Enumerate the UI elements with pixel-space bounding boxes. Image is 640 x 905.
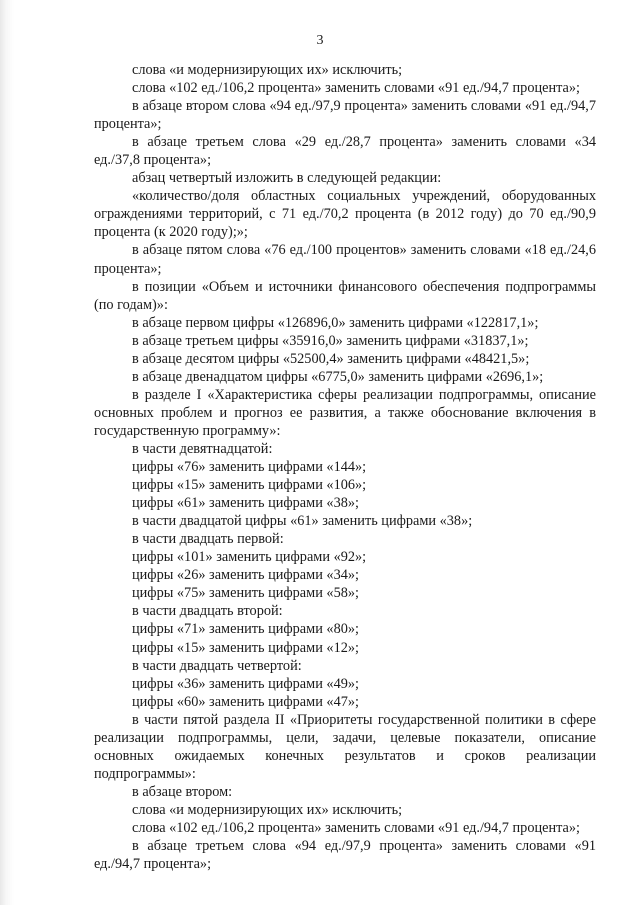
- paragraph: слова «102 ед./106,2 процента» заменить словами «91 ед./94,7 процента»;: [132, 80, 580, 97]
- page-number: 3: [316, 33, 324, 48]
- paragraph: слова «102 ед./106,2 процента» заменить словами «91 ед./94,7 процента»;: [132, 819, 580, 836]
- paragraph: цифры «36» заменить цифрами «49»;: [132, 675, 359, 692]
- paragraph: цифры «15» заменить цифрами «12»;: [132, 639, 359, 656]
- paragraph: в разделе I «Характеристика сферы реализации подпрограммы, описание основных проблем и прогноз ее развития, а также обоснование включения в государственную программу»:: [94, 386, 596, 439]
- paragraph: в абзаце втором слова «94 ед./97,9 процента» заменить словами «91 ед./94,7 процента»;: [94, 98, 596, 133]
- paragraph: цифры «26» заменить цифрами «34»;: [132, 567, 359, 584]
- paragraph: в части двадцать второй:: [132, 603, 283, 620]
- paragraph: абзац четвертый изложить в следующей редакции:: [132, 170, 442, 187]
- paragraph: в абзаце двенадцатом цифры «6775,0» заменить цифрами «2696,1»;: [132, 368, 544, 385]
- paragraph: в абзаце третьем цифры «35916,0» заменить цифрами «31837,1»;: [132, 332, 529, 349]
- paragraph: в части девятнадцатой:: [132, 440, 273, 457]
- paragraph: цифры «71» заменить цифрами «80»;: [132, 621, 359, 638]
- paragraph: слова «и модернизирующих их» исключить;: [132, 801, 403, 818]
- paragraph: цифры «61» заменить цифрами «38»;: [132, 495, 359, 512]
- paragraph: в абзаце втором:: [132, 783, 233, 800]
- paragraph: в части пятой раздела II «Приоритеты государственной политики в сфере реализации подпрограммы, цели, задачи, целевые показатели, описание основных ожидаемых конечных результатов и сроков реализации подпрограммы»:: [94, 711, 596, 782]
- paragraph: цифры «75» заменить цифрами «58»;: [132, 585, 359, 602]
- paragraph: в части двадцатой цифры «61» заменить цифрами «38»;: [132, 513, 473, 530]
- paragraph: цифры «60» заменить цифрами «47»;: [132, 693, 359, 710]
- document-body: [94, 61, 596, 873]
- paragraph: в абзаце первом цифры «126896,0» заменить цифрами «122817,1»;: [132, 314, 539, 331]
- paragraph: цифры «15» заменить цифрами «106»;: [132, 477, 367, 494]
- paragraph: «количество/доля областных социальных учреждений, оборудованных ограждениями территорий, с 71 ед./70,2 процента (в 2012 году) до 70 ед./90,9 процента (к 2020 году);»;: [94, 188, 596, 241]
- paragraph: в абзаце десятом цифры «52500,4» заменить цифрами «48421,5»;: [132, 350, 530, 367]
- paragraph: в части двадцать первой:: [132, 531, 284, 548]
- paragraph: цифры «76» заменить цифрами «144»;: [132, 459, 367, 476]
- paragraph: цифры «101» заменить цифрами «92»;: [132, 549, 367, 566]
- paragraph: в абзаце пятом слова «76 ед./100 процентов» заменить словами «18 ед./24,6 процента»;: [94, 242, 596, 277]
- paragraph: в абзаце третьем слова «29 ед./28,7 процента» заменить словами «34 ед./37,8 процента»;: [94, 134, 596, 169]
- scan-edge: [0, 0, 14, 905]
- paragraph: в позиции «Объем и источники финансового обеспечения подпрограммы (по годам)»:: [94, 278, 596, 313]
- paragraph: слова «и модернизирующих их» исключить;: [132, 62, 403, 78]
- paragraph: в части двадцать четвертой:: [132, 657, 302, 674]
- paragraph: в абзаце третьем слова «94 ед./97,9 процента» заменить словами «91 ед./94,7 процента»;: [94, 838, 596, 873]
